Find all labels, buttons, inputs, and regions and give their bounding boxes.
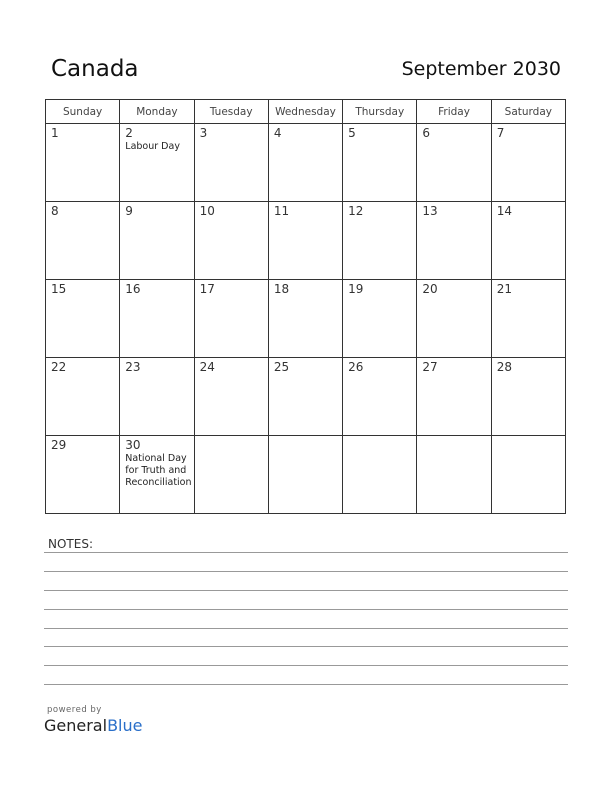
- day-cell: [194, 124, 268, 202]
- day-cell: [194, 202, 268, 280]
- day-cell: [491, 124, 565, 202]
- day-cell: [343, 358, 417, 436]
- note-line: [44, 552, 568, 553]
- notes-label: NOTES:: [48, 537, 93, 551]
- day-number: 26: [348, 360, 364, 374]
- day-cell: [268, 202, 342, 280]
- day-number: 18: [273, 282, 290, 296]
- day-number: 12: [348, 204, 364, 218]
- day-cell: [343, 436, 417, 514]
- day-number: 22: [51, 360, 67, 374]
- note-line: [44, 628, 568, 629]
- day-cell: [343, 124, 417, 202]
- holiday-label: Labour Day: [125, 141, 180, 152]
- day-cell: [268, 124, 342, 202]
- day-cell: [120, 358, 194, 436]
- logo-blue-text: Blue: [107, 716, 143, 735]
- day-number: 24: [199, 360, 215, 374]
- day-number: 27: [422, 360, 438, 374]
- day-number: 1: [51, 126, 59, 140]
- weekday-header: Monday: [120, 100, 194, 124]
- week-row: [46, 202, 566, 280]
- day-number: 16: [125, 282, 141, 296]
- holiday-label: National Day for Truth and Reconciliation: [125, 453, 192, 488]
- day-number: 11: [273, 204, 290, 218]
- day-number: 17: [199, 282, 215, 296]
- day-cell: [268, 358, 342, 436]
- day-number: 15: [51, 282, 67, 296]
- day-cell: [46, 436, 120, 514]
- day-number: 20: [422, 282, 438, 296]
- day-cell: [120, 202, 194, 280]
- week-row: [46, 358, 566, 436]
- day-cell: [194, 358, 268, 436]
- day-number: 13: [422, 204, 438, 218]
- day-number: 7: [496, 126, 505, 140]
- weekday-header: Friday: [417, 100, 491, 124]
- day-cell: [491, 436, 565, 514]
- day-number: 4: [273, 126, 282, 140]
- week-row: [46, 280, 566, 358]
- month-year-title: September 2030: [401, 58, 561, 80]
- day-number: 28: [496, 360, 512, 374]
- day-cell: [120, 124, 194, 202]
- week-row: [46, 124, 566, 202]
- day-cell: [343, 280, 417, 358]
- day-number: 9: [125, 204, 133, 218]
- note-line: [44, 590, 568, 591]
- calendar-grid: [45, 99, 566, 514]
- note-line: [44, 609, 568, 610]
- weekday-header-row: [46, 100, 566, 124]
- day-cell: [120, 436, 194, 514]
- day-number: 6: [422, 126, 431, 140]
- generalblue-logo[interactable]: [44, 716, 142, 736]
- weekday-header: Wednesday: [268, 100, 342, 124]
- day-number: 8: [51, 204, 59, 218]
- day-cell: [343, 202, 417, 280]
- note-line: [44, 646, 568, 647]
- day-cell: [46, 124, 120, 202]
- day-cell: [491, 280, 565, 358]
- day-cell: [46, 202, 120, 280]
- day-cell: [417, 358, 491, 436]
- note-line: [44, 665, 568, 666]
- day-cell: [194, 436, 268, 514]
- note-line: [44, 571, 568, 572]
- day-cell: [268, 436, 342, 514]
- day-number: 25: [273, 360, 290, 374]
- day-cell: [46, 358, 120, 436]
- note-line: [44, 684, 568, 685]
- day-cell: [491, 358, 565, 436]
- day-number: 30: [125, 438, 141, 452]
- day-number: 3: [199, 126, 208, 140]
- weekday-header: Tuesday: [194, 100, 268, 124]
- country-title: Canada: [51, 56, 139, 82]
- day-cell: [417, 280, 491, 358]
- day-number: 2: [125, 126, 133, 140]
- day-cell: [268, 280, 342, 358]
- weekday-header: Sunday: [46, 100, 120, 124]
- day-number: 29: [51, 438, 67, 452]
- day-number: 5: [348, 126, 356, 140]
- day-number: 19: [348, 282, 364, 296]
- day-cell: [46, 280, 120, 358]
- day-cell: [417, 436, 491, 514]
- powered-by-text: powered by: [47, 705, 102, 715]
- weekday-header: Thursday: [343, 100, 417, 124]
- weekday-header: Saturday: [491, 100, 565, 124]
- day-number: 23: [125, 360, 141, 374]
- day-number: 21: [496, 282, 512, 296]
- day-cell: [417, 202, 491, 280]
- day-number: 14: [496, 204, 512, 218]
- day-cell: [491, 202, 565, 280]
- week-row: [46, 436, 566, 514]
- day-cell: [194, 280, 268, 358]
- day-cell: [120, 280, 194, 358]
- day-cell: [417, 124, 491, 202]
- day-number: 10: [199, 204, 215, 218]
- logo-general-text: General: [44, 716, 108, 735]
